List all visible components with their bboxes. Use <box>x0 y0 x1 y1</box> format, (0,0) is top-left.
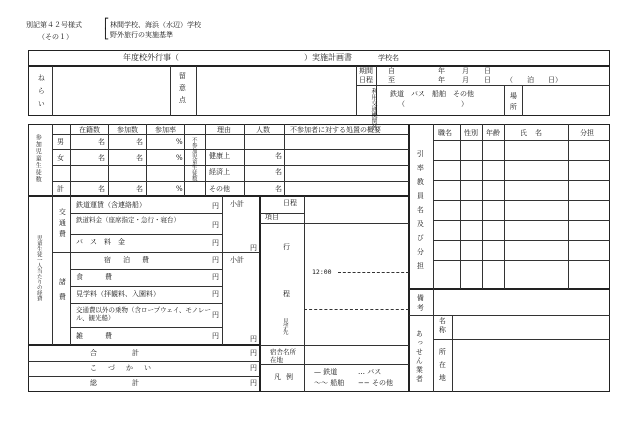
cost-misc: 雑費 <box>76 332 134 340</box>
visit-label: 見学先 <box>281 318 288 335</box>
transport-group-label: 交通費 <box>58 208 67 241</box>
yen-5: 円 <box>212 273 219 281</box>
reason-health-unit: 名 <box>275 152 282 160</box>
bracket-open: ⎡ <box>104 19 109 30</box>
period-from: 自 <box>388 67 395 75</box>
agency-side-label: あっせん業者 <box>415 330 424 384</box>
grand-total-yen: 円 <box>250 379 257 387</box>
schedule-noon: 12:00 <box>312 268 332 276</box>
memo-input[interactable] <box>199 70 353 112</box>
legend-rail: — 鉄道 <box>314 368 338 376</box>
header-sex: 性別 <box>464 129 478 137</box>
legend-bus: … バス <box>358 368 382 376</box>
header-role: 分担 <box>580 129 594 137</box>
cost-other-vehicle: 交通費以外の乗物（含ロープウェイ、モノレール、観光船） <box>76 306 212 322</box>
reason-health: 健康上 <box>209 152 230 160</box>
header-name: 氏名 <box>520 129 550 137</box>
bracket-close: ⎣ <box>104 29 109 40</box>
participants-side-label: 参加児童生徒数 <box>34 134 42 183</box>
title-right: ）実施計画書 <box>304 53 352 62</box>
total-yen: 円 <box>250 349 257 357</box>
cost-bus: バス料金 <box>76 238 132 246</box>
cost-rail-fare: 鉄道運賃（含連絡船） <box>76 201 146 209</box>
male-rate-unit: % <box>176 138 183 146</box>
agency-name-label: 名称 <box>438 317 447 335</box>
reason-other-unit: 名 <box>275 185 282 193</box>
period-to: 至 <box>388 76 395 84</box>
from-day: 日 <box>484 67 491 75</box>
leaders-side-label: 引率教員名及び分担 <box>416 150 425 276</box>
subtotal-misc-yen: 円 <box>250 335 257 343</box>
reason-other: その他 <box>209 185 230 193</box>
row-total-label: 計 <box>57 185 64 193</box>
yen-6: 円 <box>212 290 219 298</box>
form-sub: （その１） <box>38 33 73 41</box>
pocket-money-label: こ づ か い <box>90 364 153 372</box>
aims-label: ねらい <box>37 74 46 113</box>
agency-address-input[interactable] <box>455 342 605 388</box>
to-month: 月 <box>462 76 469 84</box>
legend-ship: 〜〜 船舶 <box>314 379 345 387</box>
schedule-process-label2: 程 <box>283 290 290 298</box>
header-count: 人数 <box>256 126 270 134</box>
subtotal-misc-label: 小計 <box>230 256 244 264</box>
aims-input[interactable] <box>55 70 167 112</box>
cost-admission: 見学料（拝観料、入園料） <box>76 290 160 298</box>
leaders-block <box>409 124 610 289</box>
to-day: 日 <box>484 76 491 84</box>
pocket-money-yen: 円 <box>250 364 257 372</box>
lodging-group-label: 諸費 <box>58 278 67 308</box>
schedule-day-label: 日程 <box>283 199 297 207</box>
total-part-unit: 名 <box>136 185 143 193</box>
header-reason: 理由 <box>217 126 231 134</box>
title-left: 年度校外行事（ <box>123 53 179 62</box>
notes-label: 備考 <box>416 294 425 314</box>
school-name-input[interactable] <box>410 52 605 64</box>
from-year: 年 <box>438 67 445 75</box>
reason-economic-unit: 名 <box>275 168 282 176</box>
stay-count: （ 泊 日） <box>506 76 562 84</box>
female-part-unit: 名 <box>136 154 143 162</box>
yen-3: 円 <box>212 239 219 247</box>
row-female-label: 女 <box>57 154 64 162</box>
legend-other: −− その他 <box>358 379 393 387</box>
yen-4: 円 <box>212 256 219 264</box>
yen-1: 円 <box>212 202 219 210</box>
destination-label: 場所 <box>509 92 518 114</box>
header-enrolled: 在籍数 <box>79 126 100 134</box>
yen-2: 円 <box>212 221 219 229</box>
total-rate-unit: % <box>176 185 183 193</box>
schedule-process-label: 行 <box>283 243 290 251</box>
yen-7: 円 <box>212 311 219 319</box>
cost-lodging: 宿泊費 <box>104 256 161 264</box>
row-male-label: 男 <box>57 138 64 146</box>
form-number: 別記第４２号様式 <box>26 21 82 29</box>
subtotal-transport-label: 小計 <box>230 200 244 208</box>
female-enrolled-unit: 名 <box>98 154 105 162</box>
date-label: 日程 <box>359 76 373 84</box>
total-enrolled-unit: 名 <box>98 185 105 193</box>
lodging-label: 宿舎名所在地 <box>270 348 296 365</box>
legend-label: 凡例 <box>274 373 298 381</box>
cost-food: 食費 <box>76 273 134 281</box>
female-rate-unit: % <box>176 154 183 162</box>
male-enrolled-unit: 名 <box>98 138 105 146</box>
transport-paren: （ ） <box>398 100 468 108</box>
transport-label: 利用交通機関名 <box>370 88 377 130</box>
header-rate: 参加率 <box>155 126 176 134</box>
to-year: 年 <box>438 76 445 84</box>
agency-address-label: 所在地 <box>438 348 447 387</box>
cost-rail-charge: 鉄道料金（座席指定・急行・寝台） <box>76 216 180 224</box>
cost-side-label: 児童生徒一人当たりの経費 <box>35 235 42 301</box>
memo-label: 留意点 <box>178 72 187 108</box>
schedule-item-label: 項目 <box>265 213 279 221</box>
destination-input[interactable] <box>525 88 607 113</box>
standard-line1: 林間学校、海浜（水辺）学校 <box>110 21 201 29</box>
grand-total-label: 総 計 <box>90 379 139 387</box>
from-month: 月 <box>462 67 469 75</box>
nonpart-side-label: 不参加児童生徒数 <box>190 137 197 181</box>
subtotal-transport-yen: 円 <box>250 244 257 252</box>
school-label: 学校名 <box>378 54 399 62</box>
notes-input[interactable] <box>436 292 606 312</box>
standard-line2: 野外旅行の実施基準 <box>110 31 173 39</box>
male-part-unit: 名 <box>136 138 143 146</box>
reason-economic: 経済上 <box>209 168 230 176</box>
yen-8: 円 <box>212 332 219 340</box>
header-age: 年齢 <box>486 129 500 137</box>
period-label: 期間 <box>359 67 373 75</box>
header-title: 職名 <box>438 129 452 137</box>
total-label: 合 計 <box>90 349 139 357</box>
header-measures: 不参加者に対する処置の概要 <box>290 126 381 134</box>
header-participants: 参加数 <box>117 126 138 134</box>
transport-options: 鉄道 バス 船舶 その他 <box>390 90 474 98</box>
agency-name-input[interactable] <box>455 318 605 336</box>
